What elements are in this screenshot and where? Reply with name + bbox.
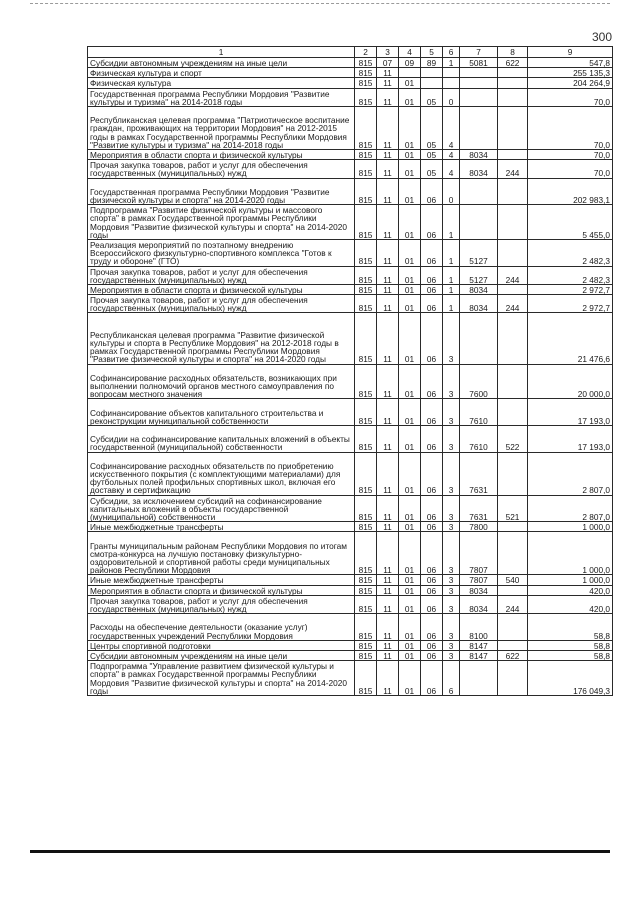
code-ministry: 815	[355, 614, 377, 641]
table-row	[88, 650, 613, 660]
table-row	[88, 640, 613, 650]
code-ministry: 815	[355, 205, 377, 240]
code-expense-type	[498, 205, 528, 240]
table-row	[88, 452, 613, 495]
code-subsection: 01	[399, 585, 421, 595]
table-row	[88, 205, 613, 240]
amount: 21 476,6	[528, 313, 613, 364]
code-subprogram: 6	[443, 661, 460, 696]
row-name: Софинансирование расходных обязательств по приобретению искусственного покрытия (с комплектующими материалами) для футбольных полей профильных спортивных школ, включая его доставку и сертификацию	[88, 452, 355, 495]
amount: 1 000,0	[528, 522, 613, 532]
code-target: 8034	[460, 585, 498, 595]
table-row	[88, 295, 613, 313]
amount: 1 000,0	[528, 575, 613, 585]
code-ministry: 815	[355, 585, 377, 595]
code-subsection: 09	[399, 58, 421, 68]
row-name: Государственная программа Республики Мордовия "Развитие культуры и туризма" на 2014-2018 годы	[88, 88, 355, 106]
code-target	[460, 106, 498, 149]
code-target: 8147	[460, 650, 498, 660]
column-header: 3	[377, 47, 399, 58]
amount: 17 193,0	[528, 399, 613, 426]
row-name: Физическая культура	[88, 78, 355, 88]
code-subsection: 01	[399, 495, 421, 522]
code-subsection: 01	[399, 149, 421, 159]
code-subsection: 01	[399, 88, 421, 106]
code-ministry: 815	[355, 239, 377, 266]
code-section: 11	[377, 650, 399, 660]
code-ministry: 815	[355, 88, 377, 106]
code-ministry: 815	[355, 595, 377, 613]
code-target	[460, 178, 498, 205]
code-program: 06	[421, 614, 443, 641]
code-subprogram: 1	[443, 239, 460, 266]
code-program: 06	[421, 266, 443, 284]
page-number: 300	[591, 30, 612, 44]
column-header: 6	[443, 47, 460, 58]
row-name: Прочая закупка товаров, работ и услуг для обеспечения государственных (муниципальных) нужд	[88, 266, 355, 284]
table-row	[88, 68, 613, 78]
code-ministry: 815	[355, 78, 377, 88]
code-subsection: 01	[399, 532, 421, 575]
code-expense-type	[498, 522, 528, 532]
table-row	[88, 88, 613, 106]
code-subsection: 01	[399, 595, 421, 613]
table-body	[88, 58, 613, 696]
code-subprogram: 1	[443, 284, 460, 294]
code-subprogram: 3	[443, 495, 460, 522]
code-section: 11	[377, 106, 399, 149]
code-expense-type	[498, 88, 528, 106]
code-ministry: 815	[355, 522, 377, 532]
code-target: 8034	[460, 595, 498, 613]
table-row	[88, 239, 613, 266]
row-name: Гранты муниципальным районам Республики Мордовия по итогам смотра-конкурса на лучшую постановку физкультурно-оздоровительной и спортивной работы среди муниципальных районов Республики Мордовия	[88, 532, 355, 575]
table-row	[88, 106, 613, 149]
code-ministry: 815	[355, 532, 377, 575]
code-ministry: 815	[355, 640, 377, 650]
row-name: Субсидии, за исключением субсидий на софинансирование капитальных вложений в объекты государственной (муниципальной) собственности	[88, 495, 355, 522]
code-section: 11	[377, 284, 399, 294]
code-subsection: 01	[399, 452, 421, 495]
code-section: 11	[377, 452, 399, 495]
table-row	[88, 595, 613, 613]
code-target	[460, 68, 498, 78]
code-program: 06	[421, 399, 443, 426]
code-program: 06	[421, 661, 443, 696]
table-row	[88, 313, 613, 364]
row-name: Прочая закупка товаров, работ и услуг для обеспечения государственных (муниципальных) нужд	[88, 595, 355, 613]
amount: 70,0	[528, 160, 613, 178]
amount: 70,0	[528, 88, 613, 106]
row-name: Мероприятия в области спорта и физической культуры	[88, 149, 355, 159]
row-name: Подпрограмма "Развитие физической культуры и массового спорта" в рамках Государственной программы Республики Мордовия "Развитие физической культуры и спорта" на 2014-2020 годы	[88, 205, 355, 240]
code-subprogram: 3	[443, 452, 460, 495]
column-header: 2	[355, 47, 377, 58]
row-name: Республиканская целевая программа "Патриотическое воспитание граждан, проживающих на территории Мордовия" на 2012-2015 годы в рамках Государственной программы Республики Мордовия "Развитие культуры и туризма" на 2014-2018 годы	[88, 106, 355, 149]
code-subprogram: 3	[443, 614, 460, 641]
code-program: 06	[421, 313, 443, 364]
code-subprogram: 0	[443, 178, 460, 205]
code-section: 11	[377, 364, 399, 399]
code-target: 5127	[460, 239, 498, 266]
code-expense-type	[498, 178, 528, 205]
code-section: 11	[377, 495, 399, 522]
code-target: 8034	[460, 160, 498, 178]
column-header: 8	[498, 47, 528, 58]
code-expense-type	[498, 313, 528, 364]
code-ministry: 815	[355, 106, 377, 149]
code-program: 06	[421, 585, 443, 595]
amount: 202 983,1	[528, 178, 613, 205]
table-row	[88, 426, 613, 453]
code-subsection: 01	[399, 78, 421, 88]
code-subsection	[399, 68, 421, 78]
amount: 547,8	[528, 58, 613, 68]
code-subprogram: 3	[443, 522, 460, 532]
code-expense-type	[498, 364, 528, 399]
code-section: 11	[377, 266, 399, 284]
code-program: 06	[421, 532, 443, 575]
code-ministry: 815	[355, 295, 377, 313]
code-program: 05	[421, 149, 443, 159]
code-ministry: 815	[355, 266, 377, 284]
header-row	[88, 47, 613, 58]
code-target	[460, 88, 498, 106]
amount: 58,8	[528, 640, 613, 650]
code-program: 06	[421, 284, 443, 294]
amount: 204 264,9	[528, 78, 613, 88]
amount: 2 482,3	[528, 266, 613, 284]
code-section: 11	[377, 614, 399, 641]
code-target: 7807	[460, 575, 498, 585]
code-program: 05	[421, 106, 443, 149]
code-subsection: 01	[399, 661, 421, 696]
row-name: Софинансирование расходных обязательств, возникающих при выполнении полномочий органов местного самоуправления по вопросам местного значения	[88, 364, 355, 399]
code-subprogram: 1	[443, 295, 460, 313]
code-section: 11	[377, 532, 399, 575]
code-section: 11	[377, 595, 399, 613]
table-row	[88, 614, 613, 641]
code-subprogram: 3	[443, 364, 460, 399]
code-subsection: 01	[399, 106, 421, 149]
column-header: 7	[460, 47, 498, 58]
code-expense-type	[498, 68, 528, 78]
code-subsection: 01	[399, 650, 421, 660]
code-target: 8034	[460, 284, 498, 294]
code-program: 06	[421, 364, 443, 399]
column-header: 5	[421, 47, 443, 58]
code-target: 7631	[460, 452, 498, 495]
table-row	[88, 284, 613, 294]
code-target: 8100	[460, 614, 498, 641]
code-ministry: 815	[355, 426, 377, 453]
code-subsection: 01	[399, 295, 421, 313]
code-subsection: 01	[399, 364, 421, 399]
code-program: 06	[421, 295, 443, 313]
code-section: 11	[377, 88, 399, 106]
code-subsection: 01	[399, 284, 421, 294]
code-program: 06	[421, 650, 443, 660]
table-row	[88, 522, 613, 532]
code-program: 89	[421, 58, 443, 68]
code-subprogram: 1	[443, 205, 460, 240]
code-subprogram: 0	[443, 88, 460, 106]
code-program: 05	[421, 88, 443, 106]
code-expense-type	[498, 284, 528, 294]
code-program: 06	[421, 522, 443, 532]
code-ministry: 815	[355, 364, 377, 399]
amount: 420,0	[528, 595, 613, 613]
bottom-edge-line	[30, 850, 610, 853]
code-target: 7807	[460, 532, 498, 575]
code-expense-type: 622	[498, 58, 528, 68]
code-subsection: 01	[399, 178, 421, 205]
code-subprogram: 3	[443, 640, 460, 650]
code-subprogram: 3	[443, 595, 460, 613]
code-expense-type: 244	[498, 160, 528, 178]
amount: 1 000,0	[528, 532, 613, 575]
amount: 2 807,0	[528, 452, 613, 495]
row-name: Мероприятия в области спорта и физической культуры	[88, 585, 355, 595]
code-subprogram: 3	[443, 532, 460, 575]
code-program: 06	[421, 239, 443, 266]
code-target	[460, 661, 498, 696]
code-subprogram	[443, 68, 460, 78]
code-section: 11	[377, 160, 399, 178]
row-name: Подпрограмма "Управление развитием физической культуры и спорта" в рамках Государственной программы Республики Мордовия "Развитие физической культуры и спорта" на 2014-2020 годы	[88, 661, 355, 696]
code-target: 7800	[460, 522, 498, 532]
code-program: 06	[421, 205, 443, 240]
row-name: Прочая закупка товаров, работ и услуг для обеспечения государственных (муниципальных) нужд	[88, 160, 355, 178]
table-row	[88, 364, 613, 399]
table-row	[88, 585, 613, 595]
code-expense-type: 244	[498, 266, 528, 284]
amount: 255 135,3	[528, 68, 613, 78]
code-expense-type	[498, 106, 528, 149]
code-ministry: 815	[355, 650, 377, 660]
table-row	[88, 575, 613, 585]
row-name: Центры спортивной подготовки	[88, 640, 355, 650]
code-target: 8147	[460, 640, 498, 650]
code-subprogram: 1	[443, 266, 460, 284]
code-subsection: 01	[399, 160, 421, 178]
table-row	[88, 532, 613, 575]
row-name: Прочая закупка товаров, работ и услуг для обеспечения государственных (муниципальных) нужд	[88, 295, 355, 313]
code-subsection: 01	[399, 426, 421, 453]
column-header: 4	[399, 47, 421, 58]
code-subsection: 01	[399, 575, 421, 585]
row-name: Расходы на обеспечение деятельности (оказание услуг) государственных учреждений Республики Мордовия	[88, 614, 355, 641]
row-name: Субсидии автономным учреждениям на иные цели	[88, 650, 355, 660]
amount: 420,0	[528, 585, 613, 595]
code-subprogram: 4	[443, 106, 460, 149]
code-program: 06	[421, 640, 443, 650]
code-expense-type: 522	[498, 426, 528, 453]
code-expense-type: 540	[498, 575, 528, 585]
code-program: 06	[421, 452, 443, 495]
amount: 2 972,7	[528, 284, 613, 294]
row-name: Иные межбюджетные трансферты	[88, 575, 355, 585]
table-row	[88, 495, 613, 522]
amount: 70,0	[528, 149, 613, 159]
row-name: Софинансирование объектов капитального строительства и реконструкции муниципальной собственности	[88, 399, 355, 426]
code-program	[421, 68, 443, 78]
code-section: 11	[377, 661, 399, 696]
code-ministry: 815	[355, 399, 377, 426]
code-subprogram	[443, 78, 460, 88]
code-expense-type	[498, 78, 528, 88]
amount: 20 000,0	[528, 364, 613, 399]
amount: 5 455,0	[528, 205, 613, 240]
code-ministry: 815	[355, 160, 377, 178]
code-expense-type	[498, 239, 528, 266]
code-subprogram: 3	[443, 585, 460, 595]
code-target: 5081	[460, 58, 498, 68]
row-name: Иные межбюджетные трансферты	[88, 522, 355, 532]
code-subsection: 01	[399, 640, 421, 650]
code-program	[421, 78, 443, 88]
table-row	[88, 178, 613, 205]
code-section: 11	[377, 585, 399, 595]
code-ministry: 815	[355, 284, 377, 294]
code-ministry: 815	[355, 178, 377, 205]
code-subprogram: 3	[443, 399, 460, 426]
amount: 58,8	[528, 650, 613, 660]
code-expense-type: 521	[498, 495, 528, 522]
code-subsection: 01	[399, 205, 421, 240]
code-section: 11	[377, 239, 399, 266]
code-subprogram: 4	[443, 149, 460, 159]
column-header: 9	[528, 47, 613, 58]
code-section: 11	[377, 178, 399, 205]
table-row	[88, 160, 613, 178]
code-expense-type	[498, 149, 528, 159]
code-expense-type	[498, 452, 528, 495]
code-ministry: 815	[355, 68, 377, 78]
code-ministry: 815	[355, 313, 377, 364]
code-section: 07	[377, 58, 399, 68]
code-ministry: 815	[355, 495, 377, 522]
code-expense-type	[498, 640, 528, 650]
table-row	[88, 149, 613, 159]
code-program: 06	[421, 426, 443, 453]
code-program: 06	[421, 575, 443, 585]
code-target: 7610	[460, 399, 498, 426]
code-subsection: 01	[399, 522, 421, 532]
code-section: 11	[377, 295, 399, 313]
code-ministry: 815	[355, 661, 377, 696]
amount: 17 193,0	[528, 426, 613, 453]
code-section: 11	[377, 426, 399, 453]
amount: 70,0	[528, 106, 613, 149]
row-name: Республиканская целевая программа "Развитие физической культуры и спорта в Республике Мордовия" на 2012-2018 годы в рамках Государственной программы Республики Мордовия "Развитие физической культуры и спорта" на 2014-2020 годы	[88, 313, 355, 364]
code-section: 11	[377, 399, 399, 426]
code-expense-type	[498, 399, 528, 426]
code-target: 8034	[460, 149, 498, 159]
row-name: Физическая культура и спорт	[88, 68, 355, 78]
amount: 2 807,0	[528, 495, 613, 522]
code-subprogram: 4	[443, 160, 460, 178]
code-target	[460, 313, 498, 364]
code-section: 11	[377, 78, 399, 88]
code-target: 5127	[460, 266, 498, 284]
code-ministry: 815	[355, 149, 377, 159]
row-name: Субсидии автономным учреждениям на иные цели	[88, 58, 355, 68]
code-subsection: 01	[399, 313, 421, 364]
code-target	[460, 205, 498, 240]
code-target: 7631	[460, 495, 498, 522]
code-target: 7600	[460, 364, 498, 399]
code-expense-type	[498, 532, 528, 575]
code-subsection: 01	[399, 614, 421, 641]
row-name: Реализация мероприятий по поэтапному внедрению Всероссийского физкультурно-спортивного комплекса "Готов к труду и обороне" (ГТО)	[88, 239, 355, 266]
code-target: 7610	[460, 426, 498, 453]
row-name: Мероприятия в области спорта и физической культуры	[88, 284, 355, 294]
table-row	[88, 399, 613, 426]
table-row	[88, 266, 613, 284]
code-program: 06	[421, 595, 443, 613]
code-subprogram: 3	[443, 575, 460, 585]
table-row	[88, 58, 613, 68]
code-ministry: 815	[355, 452, 377, 495]
budget-table	[87, 46, 613, 696]
code-expense-type	[498, 661, 528, 696]
code-subprogram: 3	[443, 426, 460, 453]
row-name: Субсидии на софинансирование капитальных вложений в объекты государственной (муниципальной) собственности	[88, 426, 355, 453]
code-section: 11	[377, 149, 399, 159]
code-ministry: 815	[355, 58, 377, 68]
code-target: 8034	[460, 295, 498, 313]
table-row	[88, 661, 613, 696]
code-section: 11	[377, 313, 399, 364]
code-program: 06	[421, 178, 443, 205]
code-ministry: 815	[355, 575, 377, 585]
code-subprogram: 3	[443, 650, 460, 660]
amount: 176 049,3	[528, 661, 613, 696]
code-program: 06	[421, 495, 443, 522]
amount: 2 972,7	[528, 295, 613, 313]
code-subprogram: 1	[443, 58, 460, 68]
code-section: 11	[377, 575, 399, 585]
code-target	[460, 78, 498, 88]
code-expense-type: 622	[498, 650, 528, 660]
code-program: 05	[421, 160, 443, 178]
code-expense-type: 244	[498, 595, 528, 613]
code-expense-type	[498, 585, 528, 595]
code-expense-type: 244	[498, 295, 528, 313]
amount: 2 482,3	[528, 239, 613, 266]
amount: 58,8	[528, 614, 613, 641]
code-section: 11	[377, 205, 399, 240]
top-edge-line	[30, 3, 610, 4]
code-section: 11	[377, 522, 399, 532]
code-subsection: 01	[399, 239, 421, 266]
code-section: 11	[377, 640, 399, 650]
column-header: 1	[88, 47, 355, 58]
code-subsection: 01	[399, 399, 421, 426]
code-section: 11	[377, 68, 399, 78]
code-expense-type	[498, 614, 528, 641]
code-subprogram: 3	[443, 313, 460, 364]
code-subsection: 01	[399, 266, 421, 284]
table-row	[88, 78, 613, 88]
row-name: Государственная программа Республики Мордовия "Развитие физической культуры и спорта" на 2014-2020 годы	[88, 178, 355, 205]
